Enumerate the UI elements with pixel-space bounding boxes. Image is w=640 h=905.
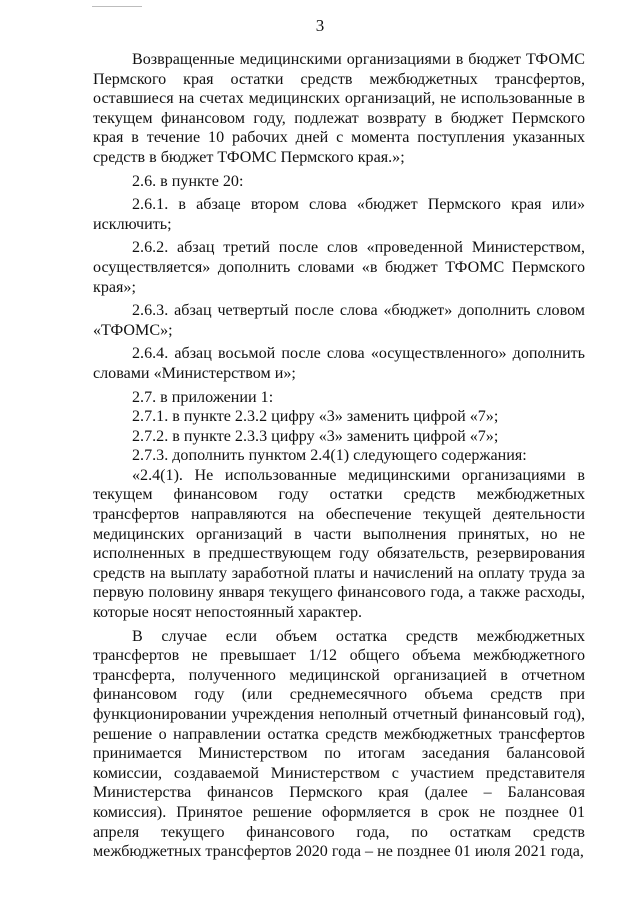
paragraph-balance-commission: В случае если объем остатка средств межбюджетных трансфертов не превышает 1/12 общего объема межбюджетного трансферта, полученного медицинской организацией в отчетном финансовом году (или среднемесячного объема средств при функционировании учреждения неполный отчетный финансовый год), решение о направлении остатка средств межбюджетных трансфертов принимается Министерством по итогам заседания балансовой комиссии, создаваемой Министерством с участием представителя Министерства финансов Пермского края (далее – Балансовая комиссия). Принятое решение оформляется в срок не позднее 01 апреля текущего финансового года, по остаткам средств межбюджетных трансфертов 2020 года – не позднее 01 июля 2021 года,	[93, 627, 585, 861]
paragraph-item-2-6-2: 2.6.2. абзац третий после слов «проведенной Министерством, осуществляется» дополнить словами «в бюджет ТФОМС Пермского края»;	[93, 239, 585, 296]
paragraph-item-2-6: 2.6. в пункте 20:	[132, 172, 244, 190]
document-body	[93, 50, 585, 862]
paragraph-item-2-7-2: 2.7.2. в пункте 2.3.3 цифру «3» заменить цифрой «7»;	[132, 427, 499, 445]
paragraph-returned-balances: Возвращенные медицинскими организациями в бюджет ТФОМС Пермского края остатки средств межбюджетных трансфертов, оставшиеся на счетах медицинских организаций, не использованные в текущем финансовом году, подлежат возврату в бюджет Пермского края в течение 10 рабочих дней с момента поступления указанных средств в бюджет ТФОМС Пермского края.»;	[93, 51, 585, 166]
paragraph-item-2-6-1: 2.6.1. в абзаце втором слова «бюджет Пермского края или» исключить;	[93, 196, 585, 233]
paragraph-item-2-7-3: 2.7.3. дополнить пунктом 2.4(1) следующего содержания:	[132, 447, 527, 465]
paragraph-item-2-7-1: 2.7.1. в пункте 2.3.2 цифру «3» заменить цифрой «7»;	[132, 408, 499, 426]
paragraph-clause-2-4-1: «2.4(1). Не использованные медицинскими организациями в текущем финансовом году остатки средств межбюджетных трансфертов направляются на обеспечение текущей деятельности медицинских организаций в части выполнения принятых, но не исполненных в предшествующем году обязательств, резервирования средств на выплату заработной платы и начислений на оплату труда за первую половину января текущего финансового года, а также расходы, которые носят непостоянный характер.	[93, 466, 585, 622]
page-number: 3	[315, 16, 325, 35]
paragraph-item-2-6-3: 2.6.3. абзац четвертый после слова «бюджет» дополнить словом «ТФОМС»;	[93, 302, 585, 339]
paragraph-item-2-6-4: 2.6.4. абзац восьмой после слова «осуществленного» дополнить словами «Министерством и»;	[93, 345, 585, 382]
paragraph-item-2-7: 2.7. в приложении 1:	[132, 388, 274, 406]
scan-edge-mark	[92, 0, 142, 7]
